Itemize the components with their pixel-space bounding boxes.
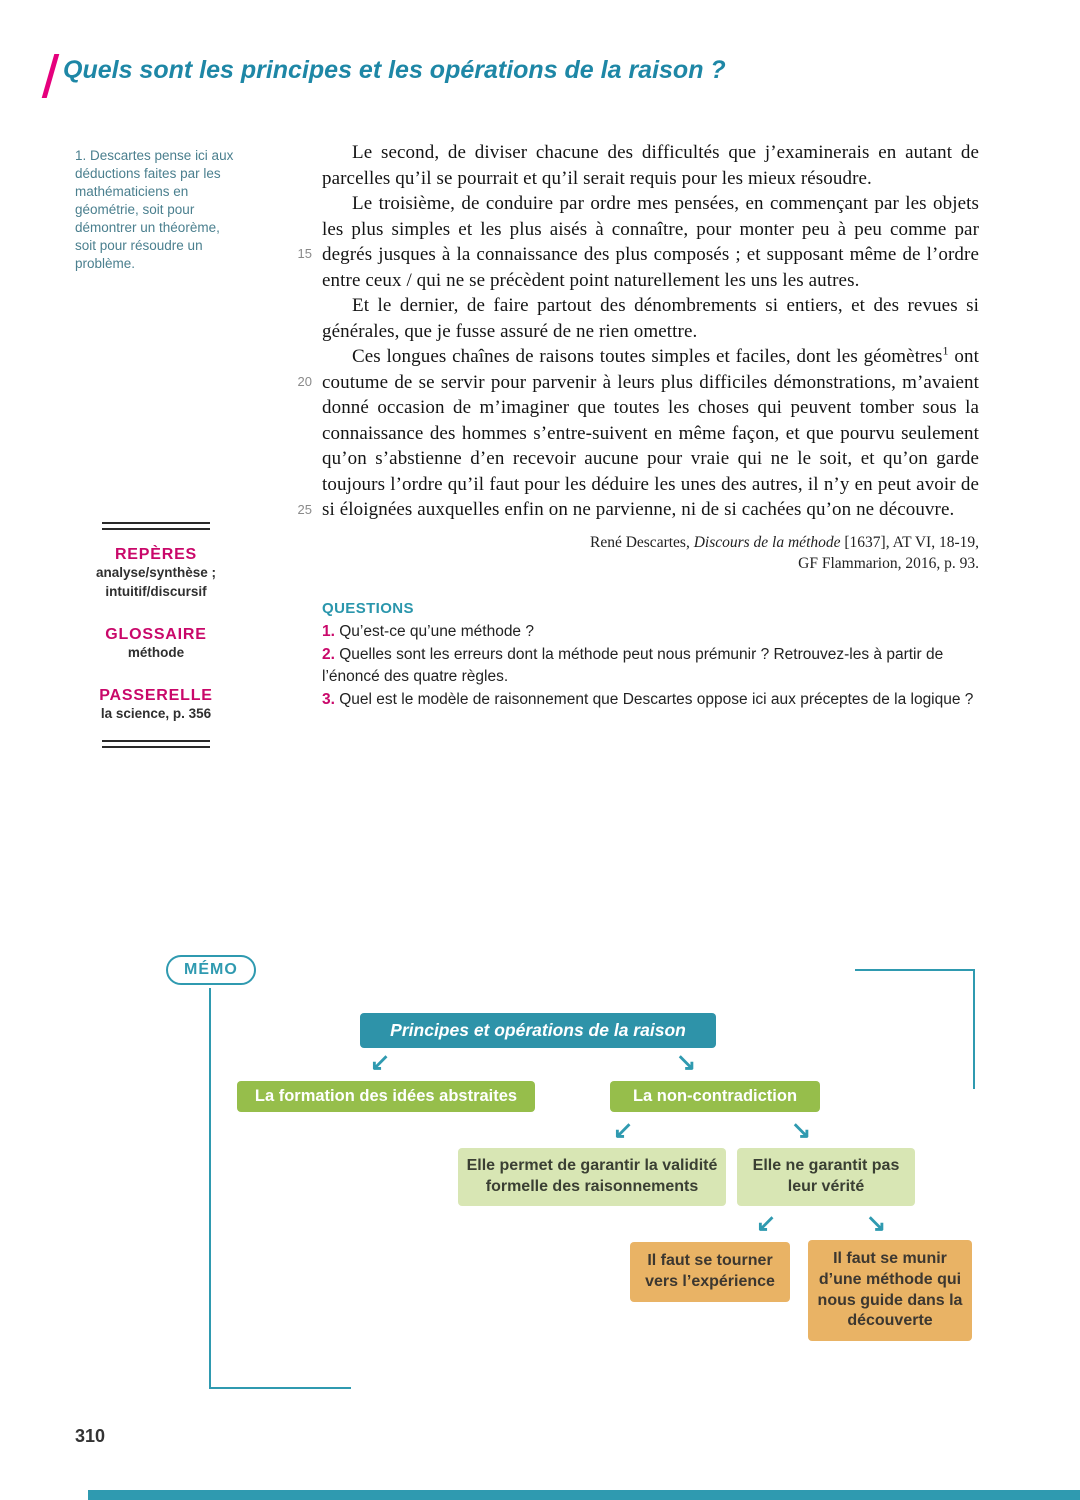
questions-heading: QUESTIONS: [322, 600, 414, 618]
arrow-down-left-icon: ↙: [370, 1049, 391, 1076]
memo-label: MÉMO: [166, 955, 256, 985]
paragraph-second-rule: Le second, de diviser chacune des difficultés que j’examinerais en autant de parcelles qu’il se pourrait et qu’il serait requis pour les mieux résoudre.: [322, 142, 979, 189]
question-number: 2.: [322, 646, 335, 664]
questions-section: [322, 600, 979, 711]
question-number: 1.: [322, 623, 335, 641]
question-item-1: [322, 621, 979, 643]
page-number: 310: [75, 1426, 106, 1446]
sidebar-reference-block: [75, 522, 237, 748]
reperes-heading: REPÈRES: [114, 546, 198, 563]
passerelle-heading: PASSERELLE: [99, 686, 213, 704]
line-number-20: 20: [297, 374, 312, 389]
arrow-down-right-icon: ↘: [866, 1210, 887, 1237]
memo-box-method: Il faut se munir d’une méthode qui nous guide dans la découverte: [808, 1240, 972, 1341]
paragraph-text: Ces longues chaînes de raisons toutes simples et faciles, dont les géomètres: [352, 346, 943, 367]
passerelle-line: la science, p. 356: [100, 705, 212, 721]
glossaire-heading: GLOSSAIRE: [105, 625, 207, 643]
memo-connector-horizontal-top-right: [855, 969, 975, 971]
margin-footnote: 1. Descartes pense ici aux déductions faites par les mathématiciens en géométrie, soit pour démontrer un théorème, soit pour résoudre un problème.: [75, 148, 234, 271]
memo-root-box: Principes et opérations de la raison: [360, 1013, 716, 1048]
footnote-reference: 1: [942, 343, 949, 358]
glossaire-line: méthode: [127, 644, 185, 660]
reperes-line: analyse/synthèse ;: [95, 565, 217, 580]
memo-box-abstract-ideas: La formation des idées abstraites: [237, 1081, 535, 1112]
glossaire-section: [75, 626, 237, 663]
attribution-line-2: GF Flammarion, 2016, p. 93.: [798, 554, 979, 572]
attribution-line-1: [322, 532, 979, 553]
paragraph-third-rule: Le troisième, de conduire par ordre mes pensées, en commençant par les objets les plus simples et les plus aisés à connaître, pour monter peu à peu comme par degrés jusques à la connaissance des plus composés ; et supposant même de l’ordre entre ceux / qui ne se précèdent point naturellement les uns les autres.: [322, 193, 979, 291]
memo-box-non-contradiction: La non-contradiction: [610, 1081, 820, 1112]
double-rule-bottom: [102, 740, 210, 748]
question-item-2: [322, 644, 979, 688]
memo-connector-horizontal-bottom: [209, 1387, 351, 1389]
attribution-work-title: Discours de la méthode: [693, 533, 841, 551]
paragraph-chains-of-reasons: [322, 344, 979, 523]
memo-connector-vertical-left: [209, 988, 211, 1389]
title-slash-decoration: [42, 54, 60, 98]
arrow-down-right-icon: ↘: [676, 1049, 697, 1076]
reperes-section: [75, 546, 237, 602]
source-attribution: [322, 532, 979, 575]
memo-box-no-truth-guarantee: Elle ne garantit pas leur vérité: [737, 1148, 915, 1206]
memo-box-experience: Il faut se tourner vers l’expérience: [630, 1242, 790, 1302]
passerelle-section: [75, 687, 237, 724]
question-text: Quelles sont les erreurs dont la méthode peut nous prémunir ? Retrouvez-les à partir de l’énoncé des quatre règles.: [322, 646, 944, 686]
paragraph-text: ont coutume de se servir pour parvenir à leurs plus difficiles démonstrations, m’avaient donné occasion de m’imaginer que toutes les choses qui peuvent tomber sous la connaissance des hommes s’entre-suivent en même façon, et que pourvu seulement qu’on s’abstienne d’en recevoir aucune pour vraie qui ne le soit, et qu’on garde toujours l’ordre qu’il faut pour les déduire les unes des autres, il n’y en peut avoir de si éloignées auxquelles enfin on ne parvienne, ni de si cachées qu’on ne découvre.: [322, 346, 979, 520]
double-rule-top: [102, 522, 210, 530]
question-item-3: [322, 689, 979, 711]
question-text: Quel est le modèle de raisonnement que Descartes oppose ici aux préceptes de la logique ?: [339, 691, 974, 709]
question-number: 3.: [322, 691, 335, 709]
attribution-reference: [1637], AT VI, 18-19,: [840, 533, 979, 551]
paragraph-fourth-rule: Et le dernier, de faire partout des dénombrements si entiers, et des revues si générales, que je fusse assuré de ne rien omettre.: [322, 295, 979, 342]
attribution-author: René Descartes,: [589, 533, 694, 551]
memo-connector-vertical-right: [973, 969, 975, 1089]
memo-box-formal-validity: Elle permet de garantir la validité formelle des raisonnements: [458, 1148, 726, 1206]
reperes-line: intuitif/discursif: [105, 583, 207, 599]
line-number-25: 25: [297, 502, 312, 517]
line-number-15: 15: [297, 246, 312, 261]
question-text: Qu’est-ce qu’une méthode ?: [339, 623, 534, 641]
arrow-down-left-icon: ↙: [613, 1117, 634, 1144]
bottom-teal-bar: [88, 1490, 1080, 1500]
arrow-down-left-icon: ↙: [756, 1210, 777, 1237]
page-title: Quels sont les principes et les opérations de la raison ?: [63, 56, 726, 84]
arrow-down-right-icon: ↘: [791, 1117, 812, 1144]
main-text-column: [322, 140, 979, 712]
